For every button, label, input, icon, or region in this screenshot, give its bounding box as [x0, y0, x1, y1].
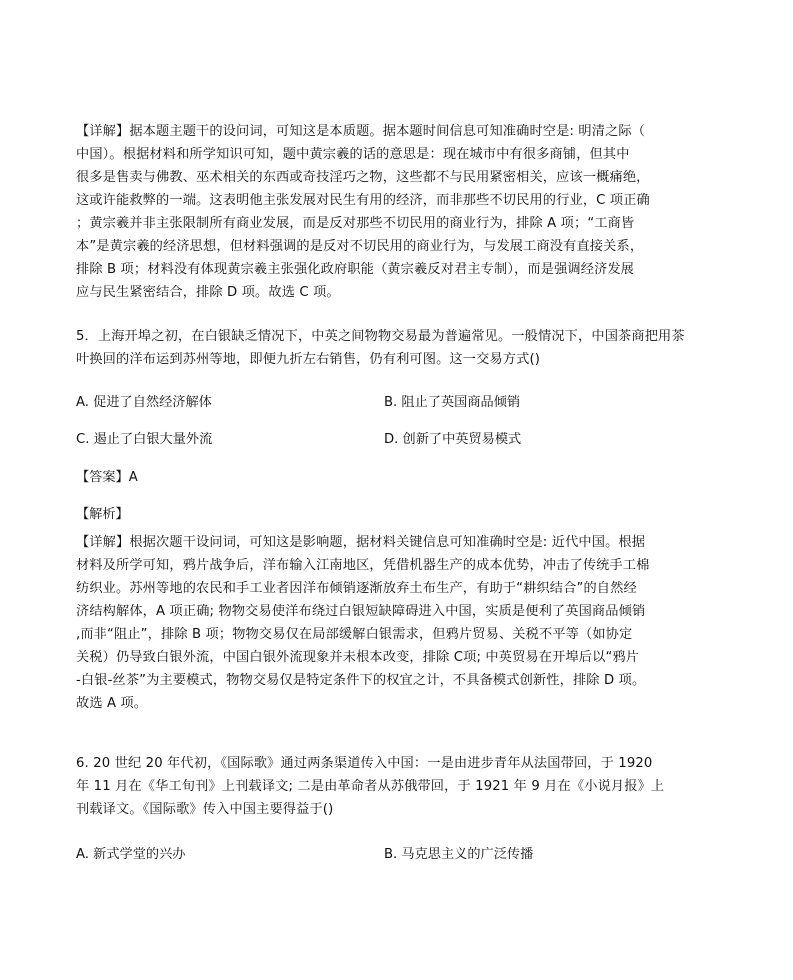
q5-stem	[76, 325, 726, 371]
q5-detail-line: -白银-丝茶”为主要模式，物物交易仅是特定条件下的权宜之计，不具备模式创新性，排除 D 项。	[76, 673, 646, 688]
q5-detail-line: 故选 A 项。	[76, 696, 148, 711]
q4-detail-line: 很多是售卖与佛教、巫术相关的东西或奇技淫巧之物，这些都不与民用紧密相关，应该一概痛绝，	[76, 170, 650, 185]
q4-detail-line: 中国）。根据材料和所学知识可知，题中黄宗羲的话的意思是：现在城市中有很多商铺，但其中	[76, 147, 630, 162]
q5-answer: 【答案】A	[76, 470, 138, 485]
q4-detail-line: 本”是黄宗羲的经济思想，但材料强调的是反对不切民用的商业行为，与发展工商没有直接关系，	[76, 239, 644, 254]
q6-stem-line: 刊载译文。《国际歌》传入中国主要得益于()	[76, 802, 334, 817]
q5-stem-line: 叶换回的洋布运到苏州等地，即便九折左右销售，仍有利可图。这一交易方式()	[76, 352, 541, 367]
q5-option-d: D. 创新了中英贸易模式	[384, 432, 522, 447]
q4-detail-line: 这或许能救弊的一端。这表明他主张发展对民生有用的经济，而非那些不切民用的行业，C 项正确	[76, 193, 650, 208]
q5-option-a: A. 促进了自然经济解体	[76, 395, 212, 410]
q5-option-c: C. 遏止了白银大量外流	[76, 432, 213, 447]
q5-detail-paragraph	[76, 531, 716, 715]
q5-detail-line: ,而非“阻止”，排除 B 项；物物交易仅在局部缓解白银需求，但鸦片贸易、关税不平等（如协定	[76, 627, 633, 642]
q6-option-b: B. 马克思主义的广泛传播	[384, 847, 534, 862]
q4-detail-line: ；黄宗羲并非主张限制所有商业发展，而是反对那些不切民用的商业行为，排除 A 项；“工商皆	[76, 216, 635, 231]
q6-stem-line: 年 11 月在《华工旬刊》上刊载译文; 二是由革命者从苏俄带回，于 1921 年 9 月在《小说月报》上	[76, 779, 665, 794]
q5-detail-line: 【详解】根据次题干设问词，可知这是影响题，据材料关键信息可知准确时空是: 近代中国。根据	[76, 535, 646, 550]
q4-detail-line: 排除 B 项；材料没有体现黄宗羲主张强化政府职能（黄宗羲反对君主专制），而是强调经济发展	[76, 262, 635, 277]
q4-detail-paragraph	[76, 120, 706, 304]
q5-detail-line: 济结构解体，A 项正确; 物物交易使洋布绕过白银短缺障碍进入中国，实质是便利了英国商品倾销	[76, 604, 646, 619]
q5-stem-line: 5．上海开埠之初，在白银缺乏情况下，中英之间物物交易最为普遍常见。一般情况下，中国茶商把用茶	[76, 329, 685, 344]
q6-stem	[76, 752, 716, 821]
q5-option-b: B. 阻止了英国商品倾销	[384, 395, 521, 410]
q4-detail-line: 应与民生紧密结合，排除 D 项。故选 C 项。	[76, 285, 340, 300]
q5-detail-line: 材料及所学可知，鸦片战争后，洋布输入江南地区，凭借机器生产的成本优势，冲击了传统手工棉	[76, 558, 650, 573]
q5-detail-line: 关税）仍导致白银外流，中国白银外流现象并未根本改变，排除 C项; 中英贸易在开埠后以“鸦片	[76, 650, 640, 665]
q6-stem-line: 6. 20 世纪 20 年代初，《国际歌》通过两条渠道传入中国：一是由进步青年从法国带回，于 1920	[76, 756, 653, 771]
q4-detail-line: 【详解】据本题主题干的设问词，可知这是本质题。据本题时间信息可知准确时空是: 明清之际（	[76, 124, 646, 139]
q6-option-a: A. 新式学堂的兴办	[76, 847, 186, 862]
q5-analysis-label: 【解析】	[76, 507, 129, 522]
q5-detail-line: 纺织业。苏州等地的农民和手工业者因洋布倾销逐渐放弃土布生产，有助于“耕织结合”的自然经	[76, 581, 637, 596]
